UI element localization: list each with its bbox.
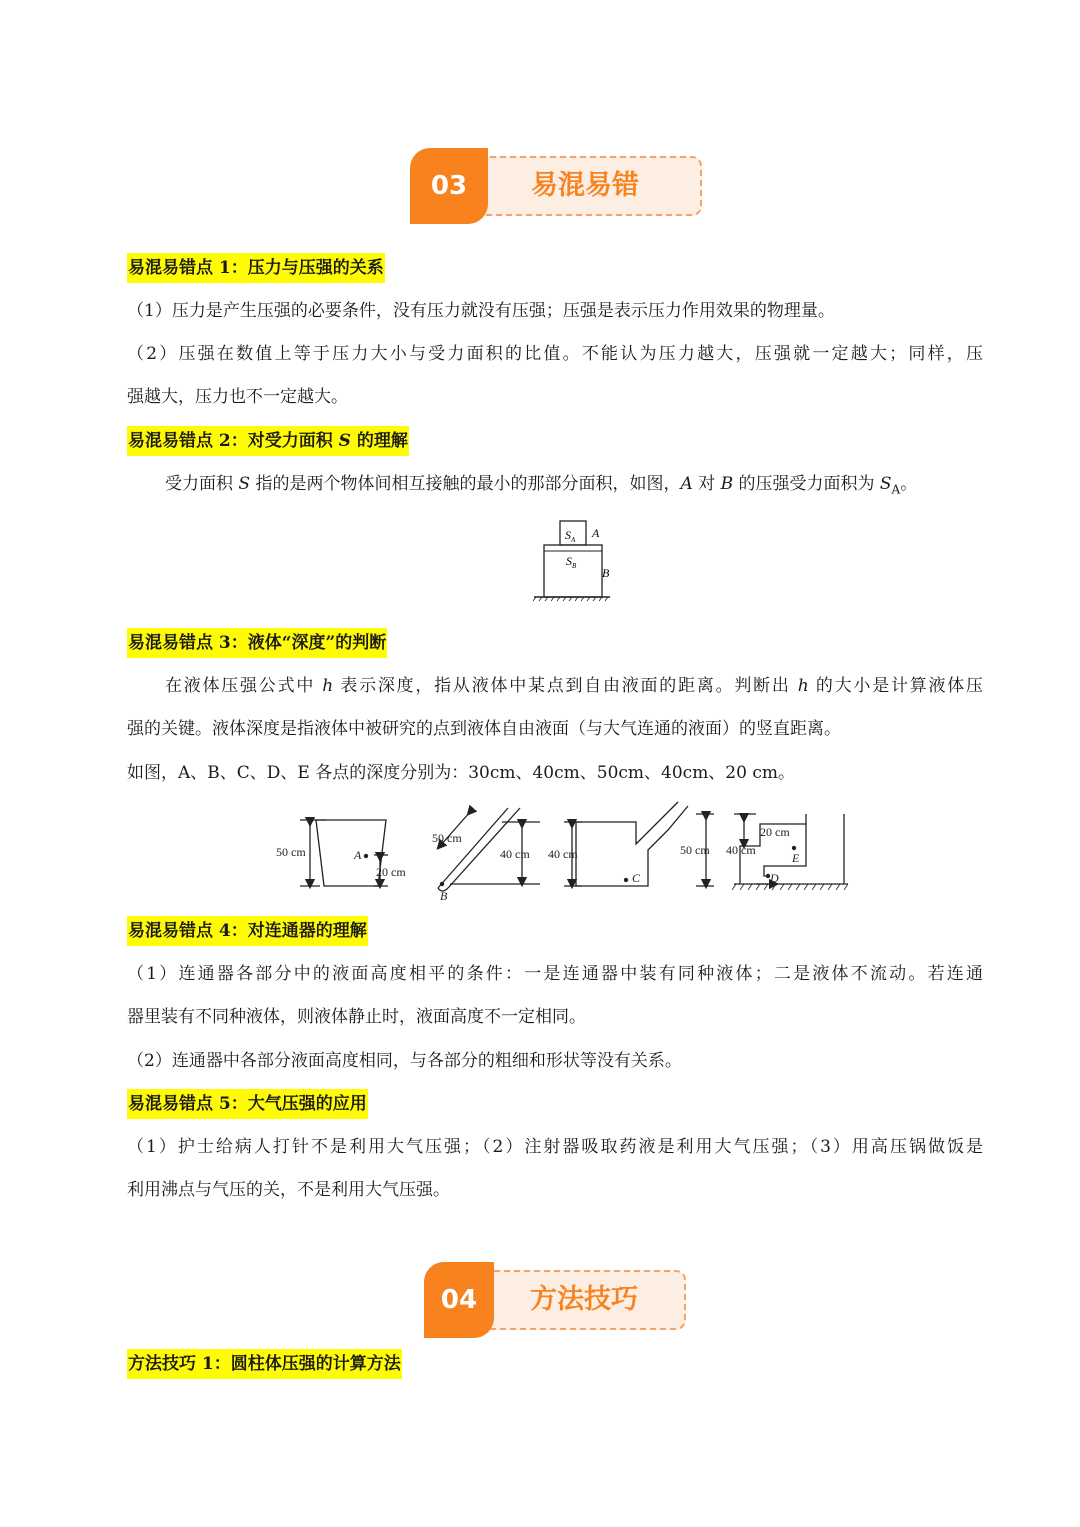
variable-S: S	[238, 474, 251, 494]
variable-h: h	[322, 676, 334, 696]
f4-height-2: 40 cm	[726, 843, 756, 857]
variable-B: B	[720, 474, 734, 494]
f2-depth: 40 cm	[500, 847, 530, 861]
section-number: 04	[424, 1262, 494, 1338]
label-sa: $S_A$	[565, 528, 576, 544]
paragraph: （1）护士给病人打针不是利用大气压强；（2）注射器吸取药液是利用大气压强；（3）用高压锅做饭是	[127, 1137, 983, 1157]
text: 对	[692, 474, 721, 494]
heading-point-1: 易混易错点 1：压力与压强的关系	[127, 253, 385, 283]
f4-height: 50 cm	[680, 843, 710, 857]
paragraph	[165, 672, 983, 700]
block-b	[544, 545, 602, 597]
section-title: 易混易错	[470, 156, 702, 216]
paragraph: 如图，A、B、C、D、E 各点的深度分别为：30cm、40cm、50cm、40cm、20 cm。	[127, 763, 795, 783]
variable-h: h	[797, 676, 809, 696]
paragraph	[165, 470, 917, 503]
paragraph: 利用沸点与气压的关，不是利用大气压强。	[127, 1180, 450, 1200]
text: 受力面积	[165, 474, 239, 494]
f1-height: 50 cm	[276, 845, 306, 859]
f2-height: 50 cm	[432, 831, 462, 845]
f3-height: 40 cm	[548, 847, 578, 861]
section-title: 方法技巧	[484, 1270, 686, 1330]
label-sb: $S_B$	[566, 554, 577, 570]
f4-point-e: E	[792, 851, 800, 865]
label-b: B	[602, 566, 610, 580]
f4-depth: 20 cm	[760, 825, 790, 839]
paragraph: 强越大，压力也不一定越大。	[127, 387, 348, 407]
text: 在液体压强公式中	[165, 676, 323, 696]
heading-point-4: 易混易错点 4：对连通器的理解	[127, 916, 368, 946]
subscript: A	[891, 482, 901, 497]
variable-S: S	[338, 431, 351, 451]
paragraph: （2）压强在数值上等于压力大小与受力面积的比值。不能认为压力越大，压强就一定越大；同样，压	[127, 344, 983, 364]
paragraph: （2）连通器中各部分液面高度相同，与各部分的粗细和形状等没有关系。	[127, 1051, 682, 1071]
heading-text: 的理解	[350, 431, 408, 451]
f1-point: A	[354, 848, 362, 862]
point-c	[624, 878, 628, 882]
paragraph: （1）压力是产生压强的必要条件，没有压力就没有压强；压强是表示压力作用效果的物理量。	[127, 301, 835, 321]
text: 。	[900, 474, 918, 494]
label-a: A	[592, 526, 600, 540]
paragraph: （1）连通器各部分中的液面高度相平的条件：一是连通器中装有同种液体；二是液体不流动。若连通	[127, 964, 983, 984]
section-badge-03	[410, 148, 702, 226]
heading-point-2	[127, 426, 409, 456]
text: 的大小是计算液体压	[808, 676, 983, 696]
point-b	[440, 882, 444, 886]
point-e	[792, 846, 796, 850]
text: 表示深度，指从液体中某点到自由液面的距离。判断出	[333, 676, 798, 696]
section-number: 03	[410, 148, 488, 224]
paragraph: 器里装有不同种液体，则液体静止时，液面高度不一定相同。	[127, 1007, 586, 1027]
f3-point: C	[632, 871, 641, 885]
variable-SA: S	[879, 474, 892, 494]
tube-2	[438, 808, 508, 888]
f2-point: B	[440, 889, 448, 903]
figure-blocks-ab	[530, 515, 625, 607]
point-a	[364, 854, 368, 858]
figure-liquid-depth	[270, 800, 855, 905]
heading-point-5: 易混易错点 5：大气压强的应用	[127, 1089, 368, 1119]
section-badge-04	[424, 1262, 686, 1340]
text: 的压强受力面积为	[733, 474, 880, 494]
heading-point-3: 易混易错点 3：液体“深度”的判断	[127, 628, 387, 658]
variable-A: A	[680, 474, 693, 494]
paragraph: 强的关键。液体深度是指液体中被研究的点到液体自由液面（与大气连通的液面）的竖直距离。	[127, 719, 841, 739]
f1-depth: 20 cm	[376, 865, 406, 879]
f4-point-d: D	[770, 871, 779, 885]
heading-text: 易混易错点 2：对受力面积	[128, 431, 339, 451]
heading-method-1: 方法技巧 1：圆柱体压强的计算方法	[127, 1349, 402, 1379]
text: 指的是两个物体间相互接触的最小的那部分面积，如图，	[250, 474, 681, 494]
